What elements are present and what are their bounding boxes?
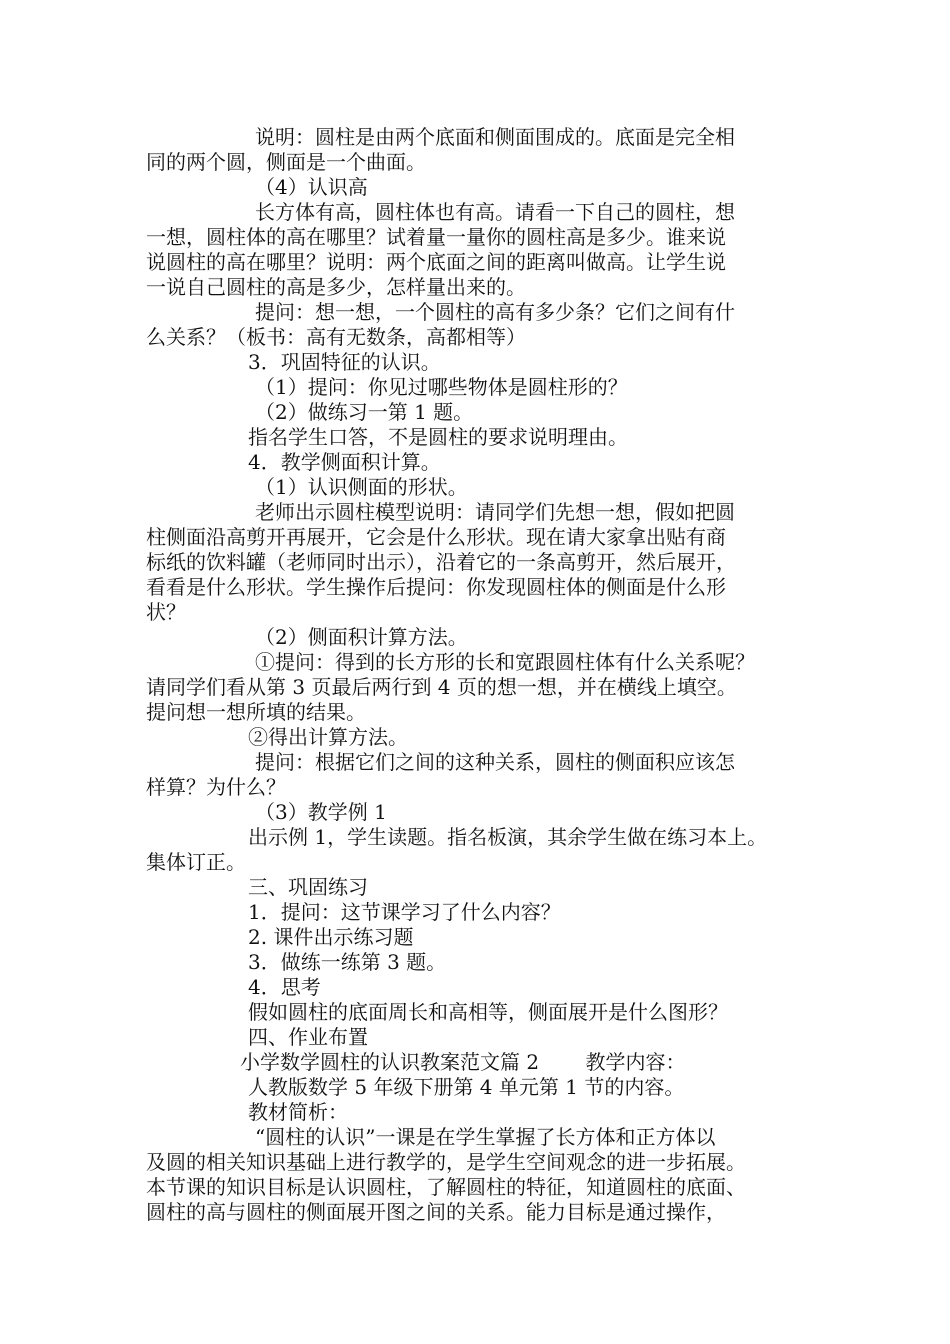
text-line: 提问想一想所填的结果。	[146, 700, 366, 724]
text-line: （4）认识高	[255, 175, 368, 199]
text-line: 2. 课件出示练习题	[248, 925, 414, 949]
text-line: 3．做练一练第 3 题。	[248, 950, 447, 974]
text-line: 四、作业布置	[248, 1025, 368, 1049]
text-line: 一说自己圆柱的高是多少，怎样量出来的。	[146, 275, 526, 299]
text-line: 1．提问：这节课学习了什么内容？	[248, 900, 561, 924]
text-line: 看看是什么形状。学生操作后提问：你发现圆柱体的侧面是什么形	[146, 575, 726, 599]
text-line: 同的两个圆，侧面是一个曲面。	[146, 150, 426, 174]
text-line: 样算？为什么？	[146, 775, 286, 799]
text-line: 三、巩固练习	[248, 875, 368, 899]
text-line: 出示例 1，学生读题。指名板演，其余学生做在练习本上。	[248, 825, 768, 849]
text-line: ①提问：得到的长方形的长和宽跟圆柱体有什么关系呢？	[255, 650, 755, 674]
text-line: 假如圆柱的底面周长和高相等，侧面展开是什么图形？	[248, 1000, 728, 1024]
text-line: 状？	[146, 600, 186, 624]
text-line: 集体订正。	[146, 850, 246, 874]
text-line: 一想，圆柱体的高在哪里？试着量一量你的圆柱高是多少。谁来说	[146, 225, 726, 249]
text-line: 圆柱的高与圆柱的侧面展开图之间的关系。能力目标是通过操作，	[146, 1200, 726, 1224]
text-line: 4．教学侧面积计算。	[248, 450, 441, 474]
text-line: 小学数学圆柱的认识教案范文篇 2 教学内容：	[240, 1050, 686, 1074]
text-line: ②得出计算方法。	[248, 725, 408, 749]
text-line: （1）提问：你见过哪些物体是圆柱形的？	[255, 375, 628, 399]
text-line: 说圆柱的高在哪里？说明：两个底面之间的距离叫做高。让学生说	[146, 250, 726, 274]
text-line: （3）教学例 1	[255, 800, 387, 824]
text-line: 柱侧面沿高剪开再展开，它会是什么形状。现在请大家拿出贴有商	[146, 525, 726, 549]
text-line: 老师出示圆柱模型说明：请同学们先想一想，假如把圆	[255, 500, 735, 524]
text-line: （2）做练习一第 1 题。	[255, 400, 474, 424]
text-line: 长方体有高，圆柱体也有高。请看一下自己的圆柱，想	[255, 200, 735, 224]
text-line: “圆柱的认识”一课是在学生掌握了长方体和正方体以	[255, 1125, 716, 1149]
text-line: 提问：想一想，一个圆柱的高有多少条？它们之间有什	[255, 300, 735, 324]
text-line: 本节课的知识目标是认识圆柱，了解圆柱的特征，知道圆柱的底面、	[146, 1175, 746, 1199]
text-line: 请同学们看从第 3 页最后两行到 4 页的想一想，并在横线上填空。	[146, 675, 737, 699]
text-line: 及圆的相关知识基础上进行教学的，是学生空间观念的进一步拓展。	[146, 1150, 746, 1174]
text-line: 4．思考	[248, 975, 321, 999]
text-line: 么关系？（板书：高有无数条，高都相等）	[146, 325, 526, 349]
text-line: 3．巩固特征的认识。	[248, 350, 441, 374]
text-line: 教材简析：	[248, 1100, 348, 1124]
text-line: （2）侧面积计算方法。	[255, 625, 468, 649]
text-line: （1）认识侧面的形状。	[255, 475, 468, 499]
text-line: 人教版数学 5 年级下册第 4 单元第 1 节的内容。	[248, 1075, 685, 1099]
text-line: 指名学生口答，不是圆柱的要求说明理由。	[248, 425, 628, 449]
text-line: 提问：根据它们之间的这种关系，圆柱的侧面积应该怎	[255, 750, 735, 774]
text-line: 标纸的饮料罐（老师同时出示），沿着它的一条高剪开，然后展开，	[146, 550, 736, 574]
text-line: 说明：圆柱是由两个底面和侧面围成的。底面是完全相	[255, 125, 735, 149]
